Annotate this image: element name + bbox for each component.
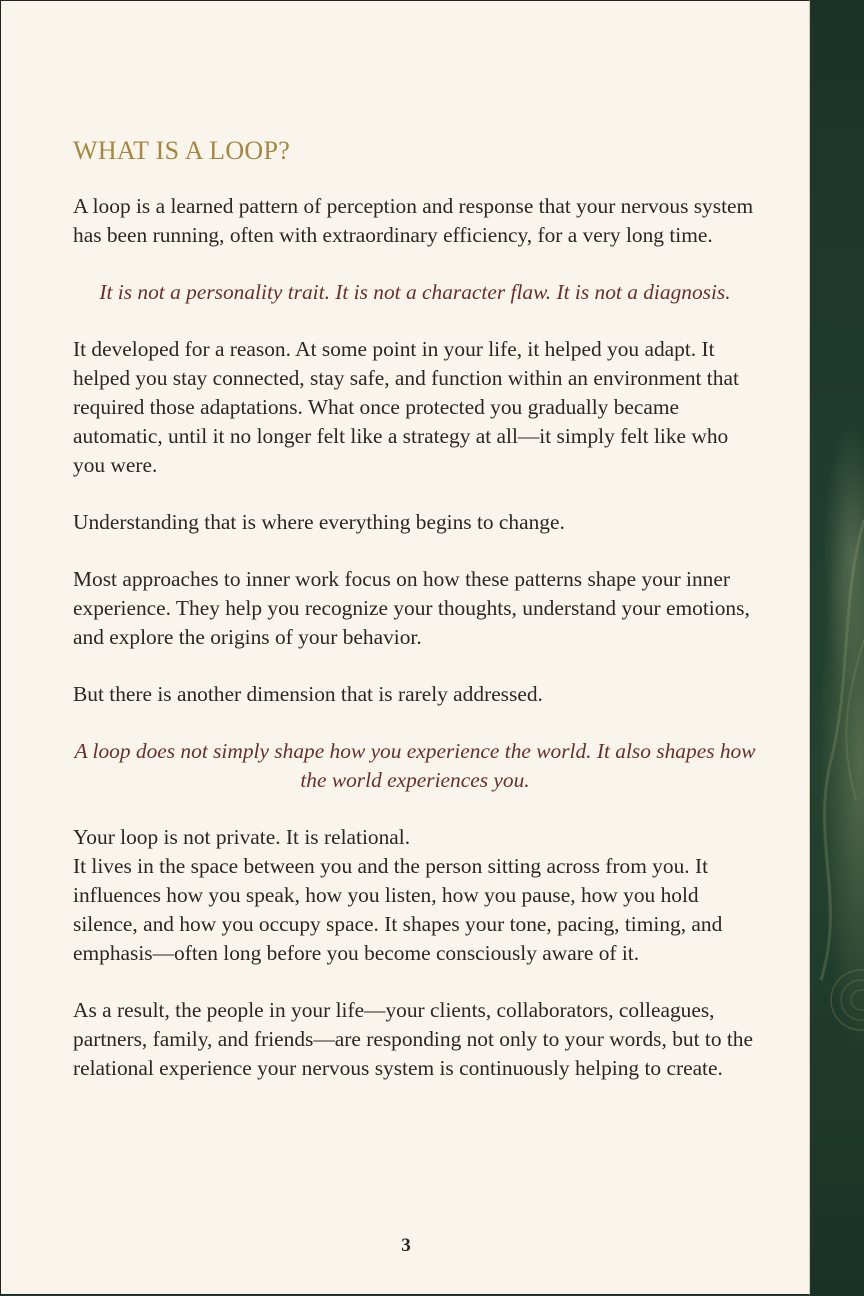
paragraph-another-dimension: But there is another dimension that is rarely addressed.	[73, 682, 543, 706]
section-heading: WHAT IS A LOOP?	[73, 136, 291, 165]
paragraph-loop-definition: A loop is a learned pattern of perception and response that your nervous system has been running, often with extraordinary efficiency, for a very long time.	[73, 194, 754, 247]
paragraph-developed-for-reason: It developed for a reason. At some point in your life, it helped you adapt. It helped you stay connected, stay safe, and function within an environment that required those adaptations. What once protected you gradually became automatic, until it no longer felt like a strategy at all—it simply felt like who you were.	[73, 337, 739, 477]
paragraph-inner-work: Most approaches to inner work focus on how these patterns shape your inner experience. They help you recognize your thoughts, understand your emotions, and explore the origins of your behavior.	[73, 567, 750, 649]
page-number: 3	[401, 1235, 411, 1256]
quote-not-a-trait: It is not a personality trait. It is not a character flaw. It is not a diagnosis.	[99, 280, 731, 304]
paragraph-relational-intro: Your loop is not private. It is relational.	[73, 825, 411, 849]
paragraph-relational-body: It lives in the space between you and the person sitting across from you. It influences how you speak, how you listen, how you pause, how you hold silence, and how you occupy space. It shapes your tone, pacing, timing, and emphasis—often long before you become consciously aware of it.	[73, 854, 723, 965]
quote-world-experiences-you: A loop does not simply shape how you experience the world. It also shapes how the world experiences you.	[74, 739, 756, 792]
paragraph-as-a-result: As a result, the people in your life—your clients, collaborators, colleagues, partners, family, and friends—are responding not only to your words, but to the relational experience your nervous system is continuously helping to create.	[73, 998, 753, 1080]
tree-spiral-icon	[811, 0, 864, 1296]
background-cover-strip	[811, 0, 864, 1296]
paragraph-understanding: Understanding that is where everything begins to change.	[73, 510, 565, 534]
page-content	[73, 135, 757, 1111]
